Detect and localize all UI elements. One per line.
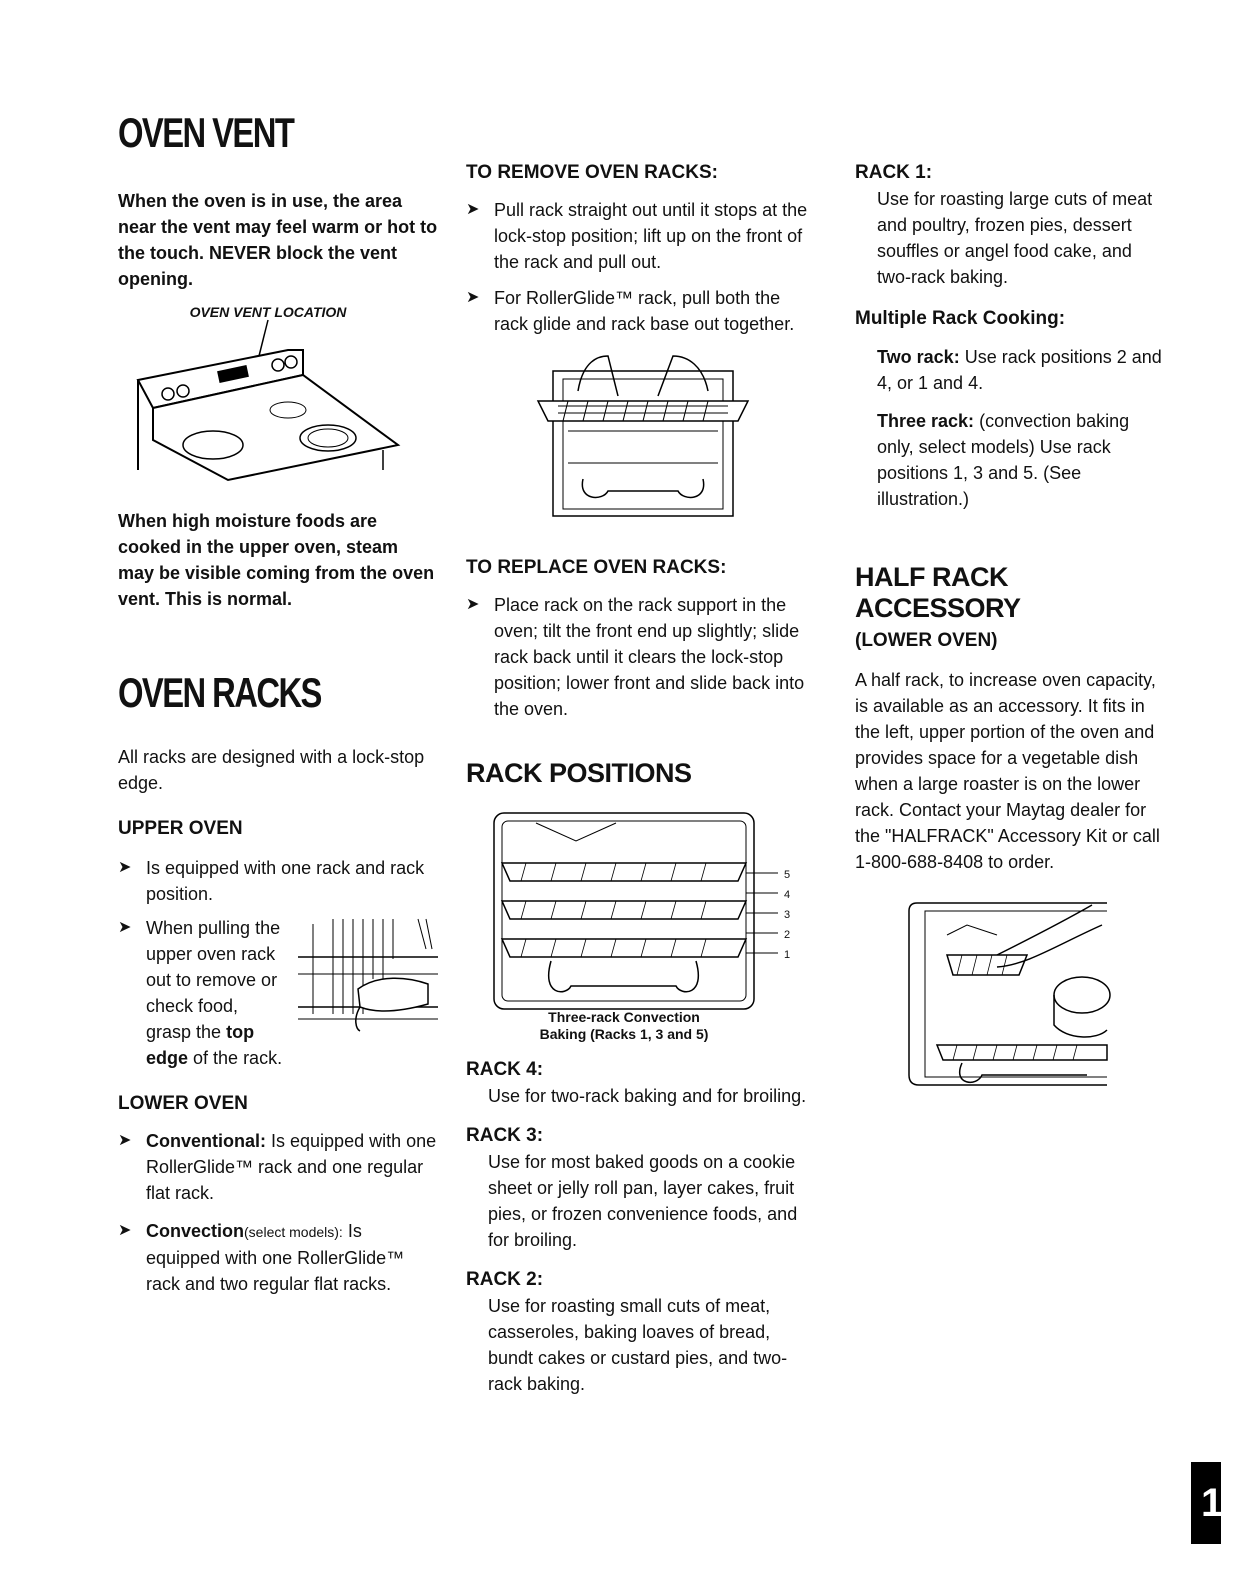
rack-4-text: Use for two-rack baking and for broiling. [488,1085,807,1106]
oven-racks-title: OVEN RACKS [118,669,321,716]
rack-1-heading: RACK 1: [855,162,933,183]
arrow-icon: ➤ [466,288,480,306]
rack-position-labels [784,865,790,965]
rack-positions-heading: RACK POSITIONS [466,757,692,788]
arrow-icon: ➤ [466,595,480,613]
rack-positions-illustration [466,811,811,1011]
lower-oven-heading: LOWER OVEN [118,1092,248,1114]
column-right [855,160,1167,1095]
range-illustration [128,320,428,500]
rack-2-text: Use for roasting small cuts of meat, casseroles, baking loaves of bread, bundt cakes or custard pies, and two-rack baking. [488,1295,788,1394]
rack-3-heading: RACK 3: [466,1124,544,1146]
hand-grasping-rack-illustration [298,919,438,1039]
two-rack-text: Two rack: Use rack positions 2 and 4, or 1 and 4. [877,347,1162,393]
replace-racks-heading: TO REPLACE OVEN RACKS: [466,556,727,578]
oven-racks-intro: All racks are designed with a lock-stop edge. [118,747,425,793]
oven-vent-figure-caption: OVEN VENT LOCATION [189,304,347,320]
upper-oven-bullet-1: ➤ Is equipped with one rack and rack position. [118,855,438,907]
column-middle [466,162,811,1397]
upper-oven-bullet-2: ➤ When pulling the upper oven rack out to remove or check food, grasp the top edge of the rack. [118,915,438,1071]
half-rack-heading: HALF RACK ACCESSORY [855,562,1021,623]
half-rack-subheading: (LOWER OVEN) [855,630,998,651]
half-rack-illustration [907,895,1107,1095]
page-number: 10 [1191,1462,1221,1544]
position-label: 4 [784,888,791,901]
lower-oven-convection: ➤ Convection(select models): Is equipped with one RollerGlide™ rack and two regular flat racks. [118,1218,438,1297]
oven-vent-title: OVEN VENT [118,109,294,156]
replace-bullet-1: ➤ Place rack on the rack support in the oven; tilt the front end up slightly; slide rack back until it clears the lock-stop position; lower front and slide back into the oven. [466,592,811,722]
position-label: 2 [784,928,791,941]
position-label: 5 [784,868,791,881]
arrow-icon: ➤ [118,858,132,876]
rack-positions-caption: Three-rack Convection Baking (Racks 1, 3 and 5) [539,1008,709,1042]
multiple-rack-heading: Multiple Rack Cooking: [855,308,1066,329]
rack-1-text: Use for roasting large cuts of meat and poultry, frozen pies, dessert souffles or angel food cake, and two-rack baking. [877,189,1153,287]
half-rack-text: A half rack, to increase oven capacity, is available as an accessory. It fits in the left, upper portion of the oven and provides space for a vegetable dish when a large roaster is on the lower rack. Contact your Maytag dealer for the "HALFRACK" Accessory Kit or call 1-800-688-8408 to order. [855,669,1160,872]
arrow-icon: ➤ [118,1131,132,1149]
rack-3-text: Use for most baked goods on a cookie sheet or jelly roll pan, layer cakes, fruit pies, or frozen convenience foods, and for broiling. [488,1151,798,1250]
remove-bullet-2: ➤ For RollerGlide™ rack, pull both the rack glide and rack base out together. [466,285,811,337]
upper-oven-heading: UPPER OVEN [118,818,243,839]
column-left [118,109,438,1297]
oven-vent-note: When high moisture foods are cooked in the upper oven, steam may be visible coming from the oven vent. This is normal. [118,511,435,609]
arrow-icon: ➤ [466,200,480,218]
remove-rack-illustration [538,351,748,521]
rack-2-heading: RACK 2: [466,1268,544,1290]
rack-positions-figure [466,811,811,1041]
lower-oven-conventional: ➤ Conventional: Is equipped with one RollerGlide™ rack and one regular flat rack. [118,1128,438,1206]
arrow-icon: ➤ [118,1221,132,1239]
oven-vent-intro: When the oven is in use, the area near the vent may feel warm or hot to the touch. NEVER block the vent opening. [118,191,438,289]
arrow-icon: ➤ [118,918,132,936]
remove-bullet-1: ➤ Pull rack straight out until it stops at the lock-stop position; lift up on the front of the rack and pull out. [466,197,811,275]
position-label: 1 [784,948,791,961]
three-rack-text: Three rack: (convection baking only, select models) Use rack positions 1, 3 and 5. (See illustration.) [877,411,1130,509]
position-label: 3 [784,908,791,921]
remove-racks-heading: TO REMOVE OVEN RACKS: [466,162,718,183]
rack-4-heading: RACK 4: [466,1058,544,1080]
